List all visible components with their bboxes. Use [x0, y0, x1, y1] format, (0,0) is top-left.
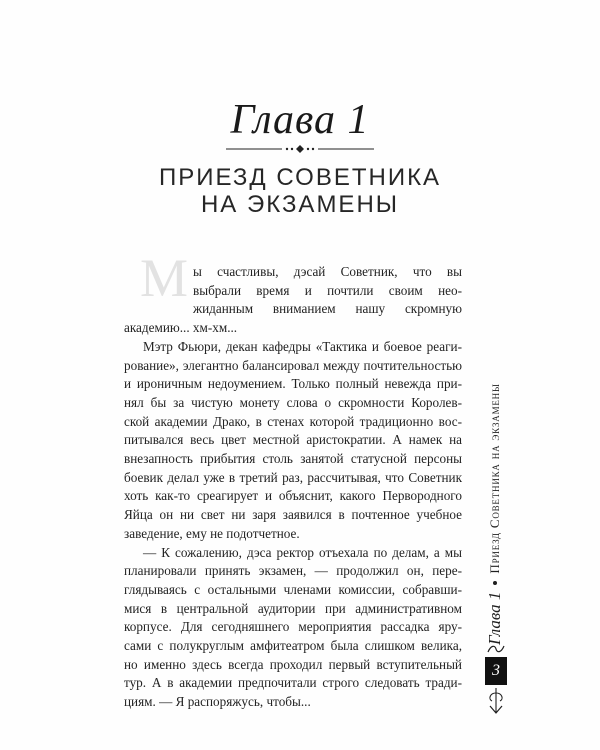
text-line: нял бы за чистую монету слова о скромности Королев- — [124, 394, 462, 410]
text-line: заведение, ему не подотчетное. — [124, 525, 300, 541]
running-head-chapter: Глава 1 — [485, 591, 504, 645]
text-line: питывался весь цвет местной аристократии. А намек на — [124, 432, 462, 448]
text-line: выбрали время и почтили своим нео- — [193, 282, 462, 298]
text-line: сами с полукруглым амфитеатром была слишком велика, — [124, 638, 462, 654]
paragraph — [124, 263, 462, 338]
chapter-ornament-rule — [220, 142, 380, 156]
page-number: 3 — [485, 657, 507, 685]
paragraph — [124, 544, 462, 712]
text-line: хоть как-то среагирует и объяснит, какого Первородного — [124, 488, 462, 504]
text-line: тур. А в академии предпочитали строго следовать тради- — [124, 675, 462, 691]
text-line: глядываясь с остальными членами комиссии, собравши- — [124, 581, 462, 597]
chapter-label: Глава 1 — [230, 97, 370, 143]
flourish-bottom-icon — [484, 687, 508, 715]
running-head-title: Приезд Советника на экзамены — [487, 383, 502, 574]
text-line: корпусе. Для сегодняшнего мероприятия рассадка яру- — [124, 619, 462, 635]
text-line: циям. — Я распоряжусь, чтобы... — [124, 694, 311, 710]
text-line: и ироничным недоумением. Только полный невежда при- — [124, 376, 462, 392]
text-line: планировали принять экзамен, — продолжил он, пере- — [124, 563, 462, 579]
chapter-title-line-1: ПРИЕЗД СОВЕТНИКА — [158, 164, 442, 191]
text-line: мися в центральной аудитории при административном — [124, 600, 462, 616]
running-head-separator-dot — [493, 581, 497, 585]
text-line: внезапность прибытия столь занятой статусной персоны — [124, 451, 462, 467]
text-line: — К сожалению, дэса ректор отъехала по делам, а мы — [143, 544, 462, 560]
body-text — [124, 263, 462, 712]
text-line: Яйца он ни свет ни заря заявился в почтенное учебное — [124, 507, 462, 523]
text-line: боевик делал уже в третий раз, рассчитывая, что Советник — [124, 469, 462, 485]
text-line: рование», элегантно балансировал между почтительностью — [124, 357, 462, 373]
paragraph — [124, 338, 462, 544]
text-line: ы счастливы, дэсай Советник, что вы — [193, 264, 462, 279]
text-line: но именно здесь всегда проходил первый вступительный — [124, 656, 462, 672]
drop-cap-letter: М — [140, 248, 189, 308]
text-line: академию... хм-хм... — [124, 320, 238, 336]
text-line: жиданным вниманием нашу скромную — [193, 301, 462, 317]
chapter-title-line-2: НА ЭКЗАМЕНЫ — [200, 191, 400, 218]
flourish-top-icon — [486, 643, 506, 655]
running-head — [485, 365, 505, 645]
text-line: ской академии Драко, в стенах которой традиционно вос- — [124, 413, 462, 429]
text-line: Мэтр Фьюри, декан кафедры «Тактика и боевое реаги- — [143, 338, 462, 354]
